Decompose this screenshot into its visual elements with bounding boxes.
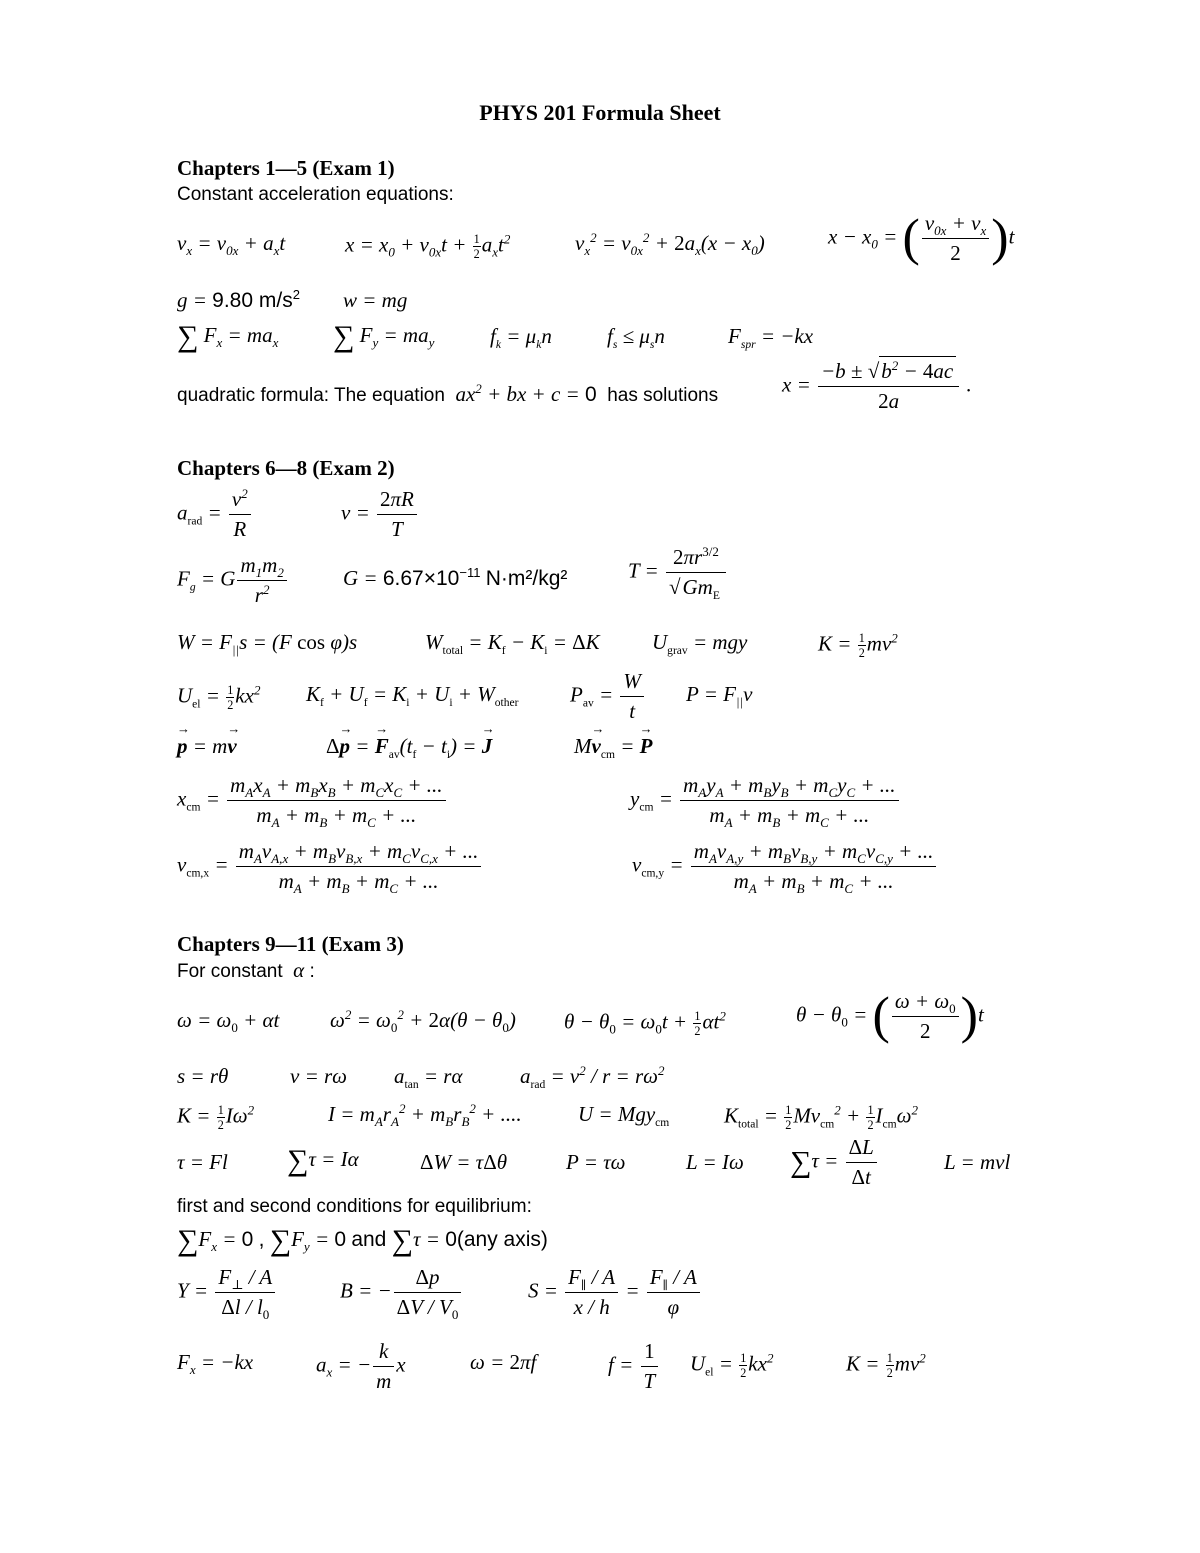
eq-gravitation: $F_g = G$ $\frac{m_1m_2}{r^2}$ bbox=[177, 554, 289, 607]
eq-work: $W = F_{||}s = (F$ cos φ)s bbox=[177, 630, 358, 658]
eq-torque: τ = Fl bbox=[177, 1150, 228, 1174]
eq-total-kinetic-energy: $K_{total}$ = $\frac{1}{2}$ $Mv_{cm}^2$ + $\frac{1}{2}$ $I_{cm}\omega^2$ bbox=[724, 1102, 918, 1133]
eq-moment-of-inertia: $I = m_Ar_A^2 + m_Br_B^2$ + .... bbox=[328, 1101, 522, 1130]
eq-average-angular-velocity: $\theta - \theta_0$ = ( $\frac{\omega + \omega_0}{2}$ )t bbox=[796, 987, 984, 1045]
quadratic-formula-label bbox=[177, 381, 719, 407]
eq-bulk-modulus: B = − $\frac{\Delta p}{\Delta V / V_0}$ bbox=[340, 1266, 463, 1319]
eq-average-velocity: $x - x_0$ = ( $\frac{v_{0x} + v_x}{2}$ )t bbox=[828, 209, 1015, 267]
eq-equilibrium-conditions: $\sum F_x = 0$ , $\sum F_y = 0$ and ∑τ = 0(any axis) bbox=[177, 1224, 548, 1257]
eq-momentum: p → = mv → bbox=[177, 736, 237, 757]
equilibrium-and: and bbox=[351, 1228, 387, 1251]
G-exponent: −11 bbox=[459, 565, 481, 580]
section-heading-exam3: Chapters 9—11 (Exam 3) bbox=[177, 932, 404, 956]
eq-impulse: Δp → = $F \to_{av}(t_f - t_i) = J$ → bbox=[326, 736, 492, 757]
caption-constant-alpha: For constant α : bbox=[177, 958, 315, 982]
eq-frequency-period: f = $\frac{1}{T}$ bbox=[608, 1340, 660, 1393]
eq-newton-y: ∑ $F_y = ma_y$ bbox=[333, 320, 435, 353]
eq-rotational-power: P = τω bbox=[566, 1150, 626, 1174]
eq-rotational-kinetic-energy: K = $\frac{1}{2}$ $I\omega^2$ bbox=[177, 1102, 255, 1133]
page-title: PHYS 201 Formula Sheet bbox=[479, 100, 721, 125]
eq-newton-rotation: ∑τ = Iα bbox=[287, 1144, 359, 1177]
eq-shear-modulus: S = $\frac{F_\parallel / A}{x / h}$ = $\frac{F_\parallel / A}{\varphi}$ bbox=[528, 1266, 702, 1319]
eq-x-center-of-mass: $x_{cm}$ = $\frac{m_Ax_A + m_Bx_B + m_Cx_C + ...}{m_A + m_B + m_C + ...}$ bbox=[177, 774, 448, 827]
eq-angular-velocity: $\omega = \omega_0 + \alpha t$ bbox=[177, 1008, 280, 1036]
eq-quadratic: $ax^2$ + bx + c = 0 bbox=[450, 381, 597, 406]
eq-energy-conservation: $K_f + U_f = K_i + U_i + W_{other}$ bbox=[306, 682, 519, 710]
constant-alpha-label: For constant bbox=[177, 961, 283, 982]
eq-point-angular-momentum: L = mvl bbox=[944, 1150, 1011, 1174]
eq-elastic-potential: $U_{el}$ = $\frac{1}{2}$ $kx^2$ bbox=[177, 682, 261, 713]
caption-equilibrium: first and second conditions for equilibrium: bbox=[177, 1196, 532, 1217]
eq-vy-center-of-mass: $v_{cm,y}$ = $\frac{m_Av_{A,y} + m_Bv_{B,y} + m_Cv_{C,y} + ...}{m_A + m_B + m_C + ...}$ bbox=[632, 840, 938, 893]
equilibrium-axis: (any axis) bbox=[456, 1228, 548, 1251]
eq-arc-length: s = rθ bbox=[177, 1064, 229, 1088]
eq-potential-cm: U = Mgy$_{cm}$ bbox=[578, 1102, 670, 1130]
eq-period-velocity: v = $\frac{2\pi R}{T}$ bbox=[341, 488, 419, 541]
eq-y-center-of-mass: $y_{cm}$ = $\frac{m_Ay_A + m_By_B + m_Cy_C + ...}{m_A + m_B + m_C + ...}$ bbox=[630, 774, 901, 827]
quadratic-prefix: quadratic formula: The equation bbox=[177, 385, 445, 406]
section-heading-exam2: Chapters 6—8 (Exam 2) bbox=[177, 456, 395, 480]
eq-shm-acceleration: $a_x$ = − $\frac{k}{m}$ x bbox=[316, 1339, 406, 1394]
eq-gravitational-potential: $U_{grav}$ = mgy bbox=[652, 630, 748, 658]
eq-velocity-time: $v_x = v_{0x} + a_xt$ bbox=[177, 231, 286, 259]
eq-instant-power: $P = F_{||}v$ bbox=[686, 682, 753, 710]
eq-kinetic-friction: $f_k = \mu_kn$ bbox=[490, 324, 552, 352]
eq-quadratic-solution: x = $\frac{-b \pm √b^2 - 4ac}{2a}$ . bbox=[782, 358, 972, 414]
eq-angular-velocity-squared: $\omega^2 = \omega_0^2 + 2\alpha(\theta - \theta_0)$ bbox=[330, 1007, 516, 1036]
eq-work-energy: $W_{total} = K_f - K_i = \Delta K$ bbox=[425, 630, 600, 658]
eq-position-time: $x = x_0 + v_{0x}t$ + $\frac{1}{2}$ $a_xt^2$ bbox=[345, 231, 511, 262]
alpha-symbol: α bbox=[287, 958, 305, 982]
eq-tangential-velocity: v = rω bbox=[290, 1064, 347, 1088]
eq-vx-center-of-mass: $v_{cm,x}$ = $\frac{m_Av_{A,x} + m_Bv_{B,x} + m_Cv_{C,x} + ...}{m_A + m_B + m_C + ...}$ bbox=[177, 840, 483, 893]
eq-gravity: g = 9.80 $m/s^2$ bbox=[177, 287, 300, 312]
g-value: 9.80 m/s bbox=[212, 289, 293, 312]
section-heading-exam1: Chapters 1—5 (Exam 1) bbox=[177, 156, 395, 180]
eq-angular-frequency: ω = 2πf bbox=[470, 1350, 537, 1374]
eq-newton-x: ∑ $F_x = ma_x$ bbox=[177, 320, 279, 353]
eq-orbital-period: T = $\frac{2\pi r^{3/2}}{√Gm_E}$ bbox=[628, 546, 728, 599]
eq-kinetic-energy-shm: K = $\frac{1}{2}$ $mv^2$ bbox=[846, 1350, 926, 1381]
eq-center-of-mass-momentum: $Mv \to_{cm} = P$ → bbox=[574, 736, 652, 757]
G-units: N·m²/kg² bbox=[485, 567, 568, 590]
eq-tangential-acceleration: $a_{tan} = r\alpha$ bbox=[394, 1064, 463, 1092]
eq-elastic-potential-shm: $U_{el}$ = $\frac{1}{2}$ $kx^2$ bbox=[690, 1350, 774, 1381]
G-value: 6.67×10 bbox=[382, 567, 460, 590]
eq-weight: w = mg bbox=[343, 288, 408, 312]
quadratic-mid: has solutions bbox=[607, 385, 719, 406]
eq-spring-force: $F_{spr} = -kx$ bbox=[728, 324, 814, 352]
eq-kinetic-energy: K = $\frac{1}{2}$ $mv^2$ bbox=[818, 630, 898, 661]
eq-angular-momentum: L = Iω bbox=[686, 1150, 744, 1174]
caption-constant-acceleration: Constant acceleration equations: bbox=[177, 184, 454, 205]
eq-gravitational-constant: $G = 6.67\times 10^{-11}$ N·m²/kg² bbox=[343, 565, 568, 590]
eq-velocity-squared: $v_x^2 = v_{0x}^2 + 2a_x(x - x_0)$ bbox=[575, 230, 765, 259]
eq-static-friction: $f_s \le \mu_sn$ bbox=[607, 324, 665, 352]
eq-radial-acceleration: $a_{rad}$ = $\frac{v^2}{R}$ bbox=[177, 488, 253, 541]
eq-rotational-work: ΔW = τΔθ bbox=[420, 1150, 508, 1174]
eq-angular-position: $\theta - \theta_0 = \omega_0t$ + $\frac{1}{2}$ $\alpha t^2$ bbox=[564, 1008, 726, 1039]
eq-youngs-modulus: Y = $\frac{F_\perp / A}{\Delta l / l_0}$ bbox=[177, 1266, 277, 1319]
eq-torque-angular-momentum: ∑τ = $\frac{\Delta L}{\Delta t}$ bbox=[790, 1136, 879, 1189]
eq-hooke-law: $F_x = -kx$ bbox=[177, 1350, 254, 1378]
eq-average-power: $P_{av}$ = $\frac{W}{t}$ bbox=[570, 670, 646, 723]
eq-radial-acceleration-angular: $a_{rad} = v^2 / r = r\omega^2$ bbox=[520, 1063, 665, 1092]
